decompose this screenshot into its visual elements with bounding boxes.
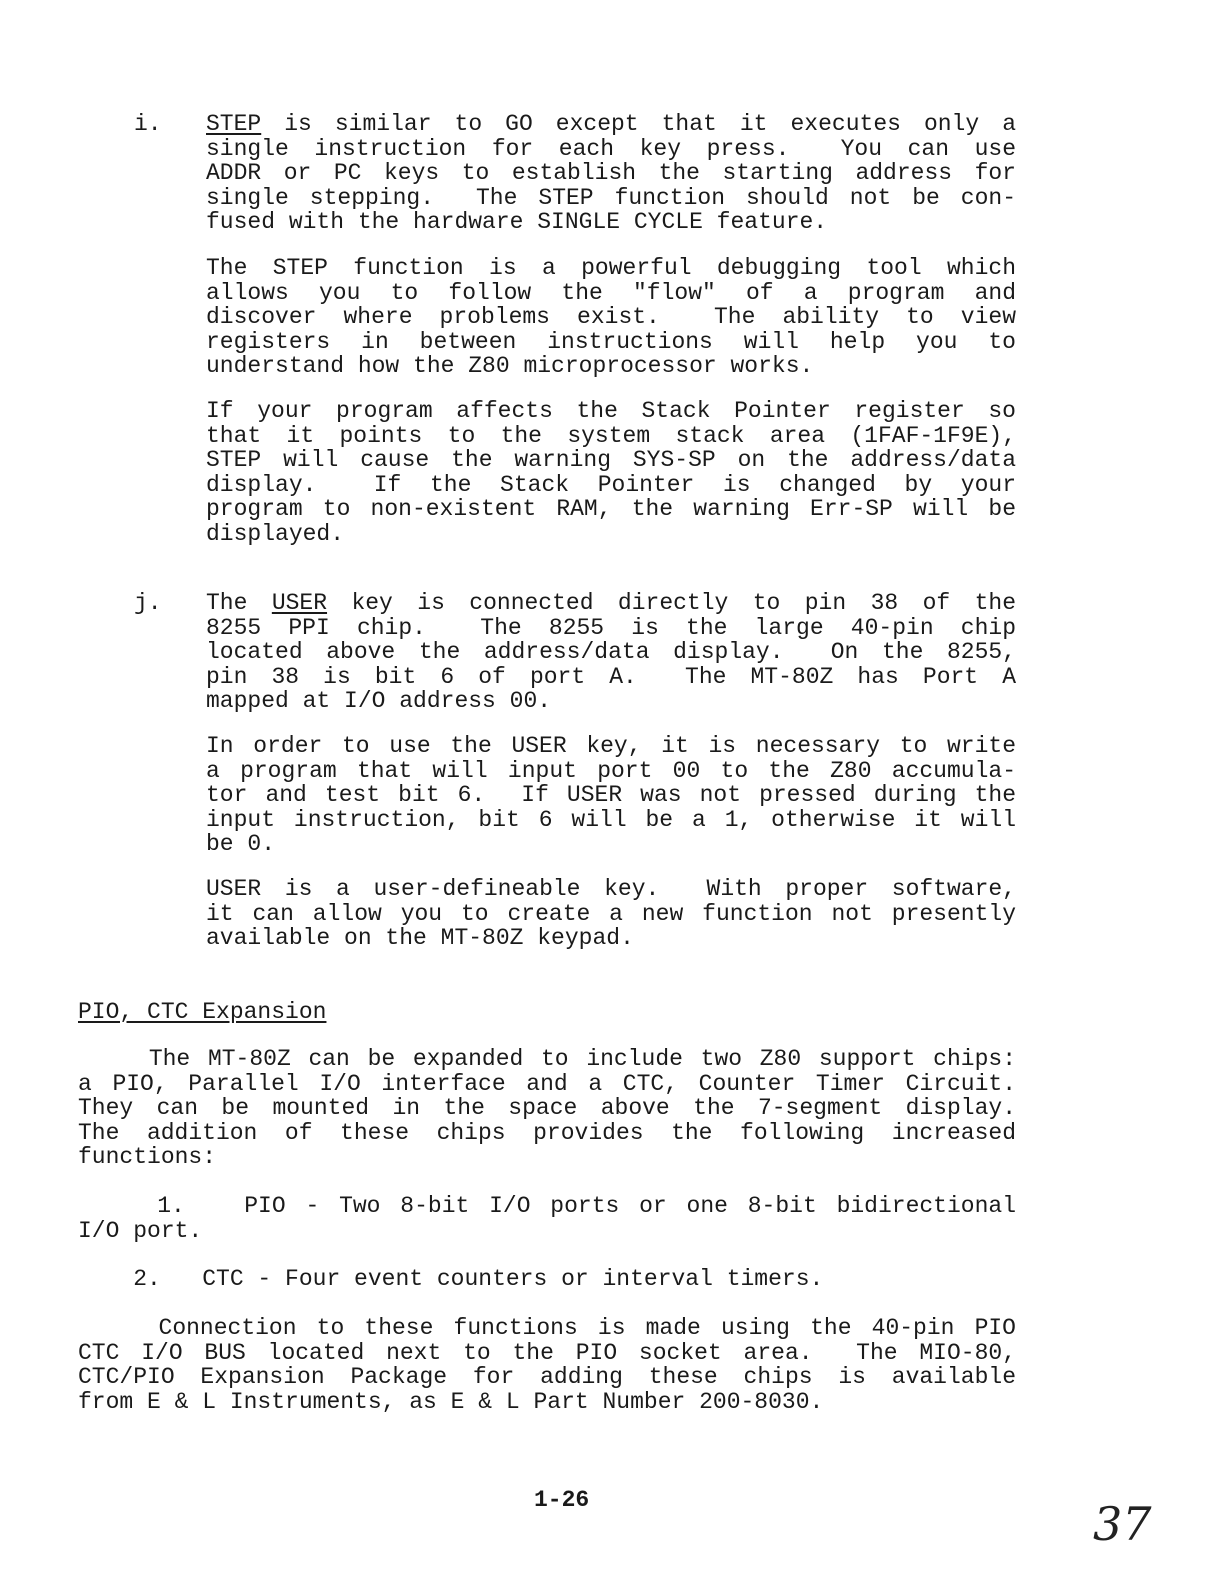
user-key-paragraph: [206, 591, 1016, 714]
text-line: input instruction, bit 6 will be a 1, otherwise it will: [206, 806, 1016, 833]
text-line: USER is a user-defineable key. With proper software,: [206, 876, 1016, 902]
stack-pointer-paragraph: [206, 399, 1016, 546]
step-keyword: STEP: [206, 111, 262, 137]
text-line: a program that will input port 00 to the Z80 accumula-: [206, 757, 1016, 784]
text-line: 8255 PPI chip. The 8255 is the large 40-pin chip: [206, 614, 1016, 641]
expansion-closing-paragraph: [78, 1316, 1016, 1414]
text-line: pin 38 is bit 6 of port A. The MT-80Z has Port A: [206, 663, 1016, 690]
text-line: display. If the Stack Pointer is changed by your: [206, 471, 1016, 498]
text-line: discover where problems exist. The ability to view: [206, 304, 1016, 330]
text-line: STEP is similar to GO except that it executes only a: [206, 111, 1016, 137]
text-line: functions:: [78, 1144, 217, 1170]
text-line: located above the address/data display. On the 8255,: [206, 639, 1016, 665]
handwritten-page-number: 37: [1093, 1497, 1152, 1551]
text-line: I/O port.: [78, 1217, 203, 1244]
text-line: from E & L Instruments, as E & L Part Number 200-8030.: [78, 1388, 824, 1415]
text-line: mapped at I/O address 00.: [206, 688, 552, 714]
expansion-intro-paragraph: [78, 1047, 1016, 1170]
step-description-paragraph: [206, 112, 1016, 235]
user-keyword: USER: [271, 590, 328, 616]
text-line: be 0.: [206, 831, 276, 857]
text-line: 1. PIO - Two 8-bit I/O ports or one 8-bit bidirectional: [78, 1193, 1016, 1219]
list-marker-j: j.: [134, 590, 162, 616]
text-line: allows you to follow the "flow" of a program and: [206, 279, 1016, 306]
text-line: CTC I/O BUS located next to the PIO socket area. The MIO-80,: [78, 1339, 1016, 1366]
text-line: program to non-existent RAM, the warning Err-SP will be: [206, 496, 1016, 522]
text-line: The MT-80Z can be expanded to include two Z80 support chips:: [78, 1046, 1016, 1072]
text-line: single stepping. The STEP function should not be con-: [206, 184, 1016, 211]
text-line: The STEP function is a powerful debugging tool which: [206, 255, 1016, 281]
text-line: single instruction for each key press. You can use: [206, 135, 1016, 162]
text-line: The USER key is connected directly to pin 38 of the: [206, 590, 1016, 616]
text-line: ADDR or PC keys to establish the starting address for: [206, 160, 1016, 186]
list-marker-i: i.: [134, 111, 162, 137]
text-line: it can allow you to create a new function not presently: [206, 900, 1016, 927]
text-line: The addition of these chips provides the following increased: [78, 1119, 1016, 1146]
text-line: understand how the Z80 microprocessor works.: [206, 353, 814, 379]
user-key-usage-paragraph: [206, 734, 1016, 857]
user-defineable-paragraph: [206, 877, 1016, 951]
section-heading: PIO, CTC Expansion: [78, 999, 327, 1025]
text-line: that it points to the system stack area (1FAF-1F9E),: [206, 422, 1016, 449]
expansion-item-pio: [78, 1194, 1016, 1243]
text-line: If your program affects the Stack Pointer register so: [206, 398, 1016, 424]
text-line: available on the MT-80Z keypad.: [206, 925, 634, 951]
text-line: fused with the hardware SINGLE CYCLE feature.: [206, 209, 828, 235]
text-line: STEP will cause the warning SYS-SP on the address/data: [206, 447, 1016, 473]
text-line: tor and test bit 6. If USER was not pressed during the: [206, 782, 1016, 808]
text-line: They can be mounted in the space above the 7-segment display.: [78, 1095, 1016, 1121]
text-line: CTC/PIO Expansion Package for adding these chips is available: [78, 1364, 1016, 1390]
text-line: displayed.: [206, 520, 345, 547]
text-line: a PIO, Parallel I/O interface and a CTC, Counter Timer Circuit.: [78, 1070, 1016, 1097]
text-line: 2. CTC - Four event counters or interval timers.: [78, 1266, 824, 1292]
text-line: Connection to these functions is made using the 40-pin PIO: [78, 1315, 1016, 1341]
page-number: 1-26: [534, 1487, 590, 1513]
step-debugging-paragraph: [206, 256, 1016, 379]
text-line: In order to use the USER key, it is necessary to write: [206, 733, 1016, 759]
expansion-item-ctc: [78, 1267, 1016, 1292]
text-line: registers in between instructions will help you to: [206, 328, 1016, 355]
